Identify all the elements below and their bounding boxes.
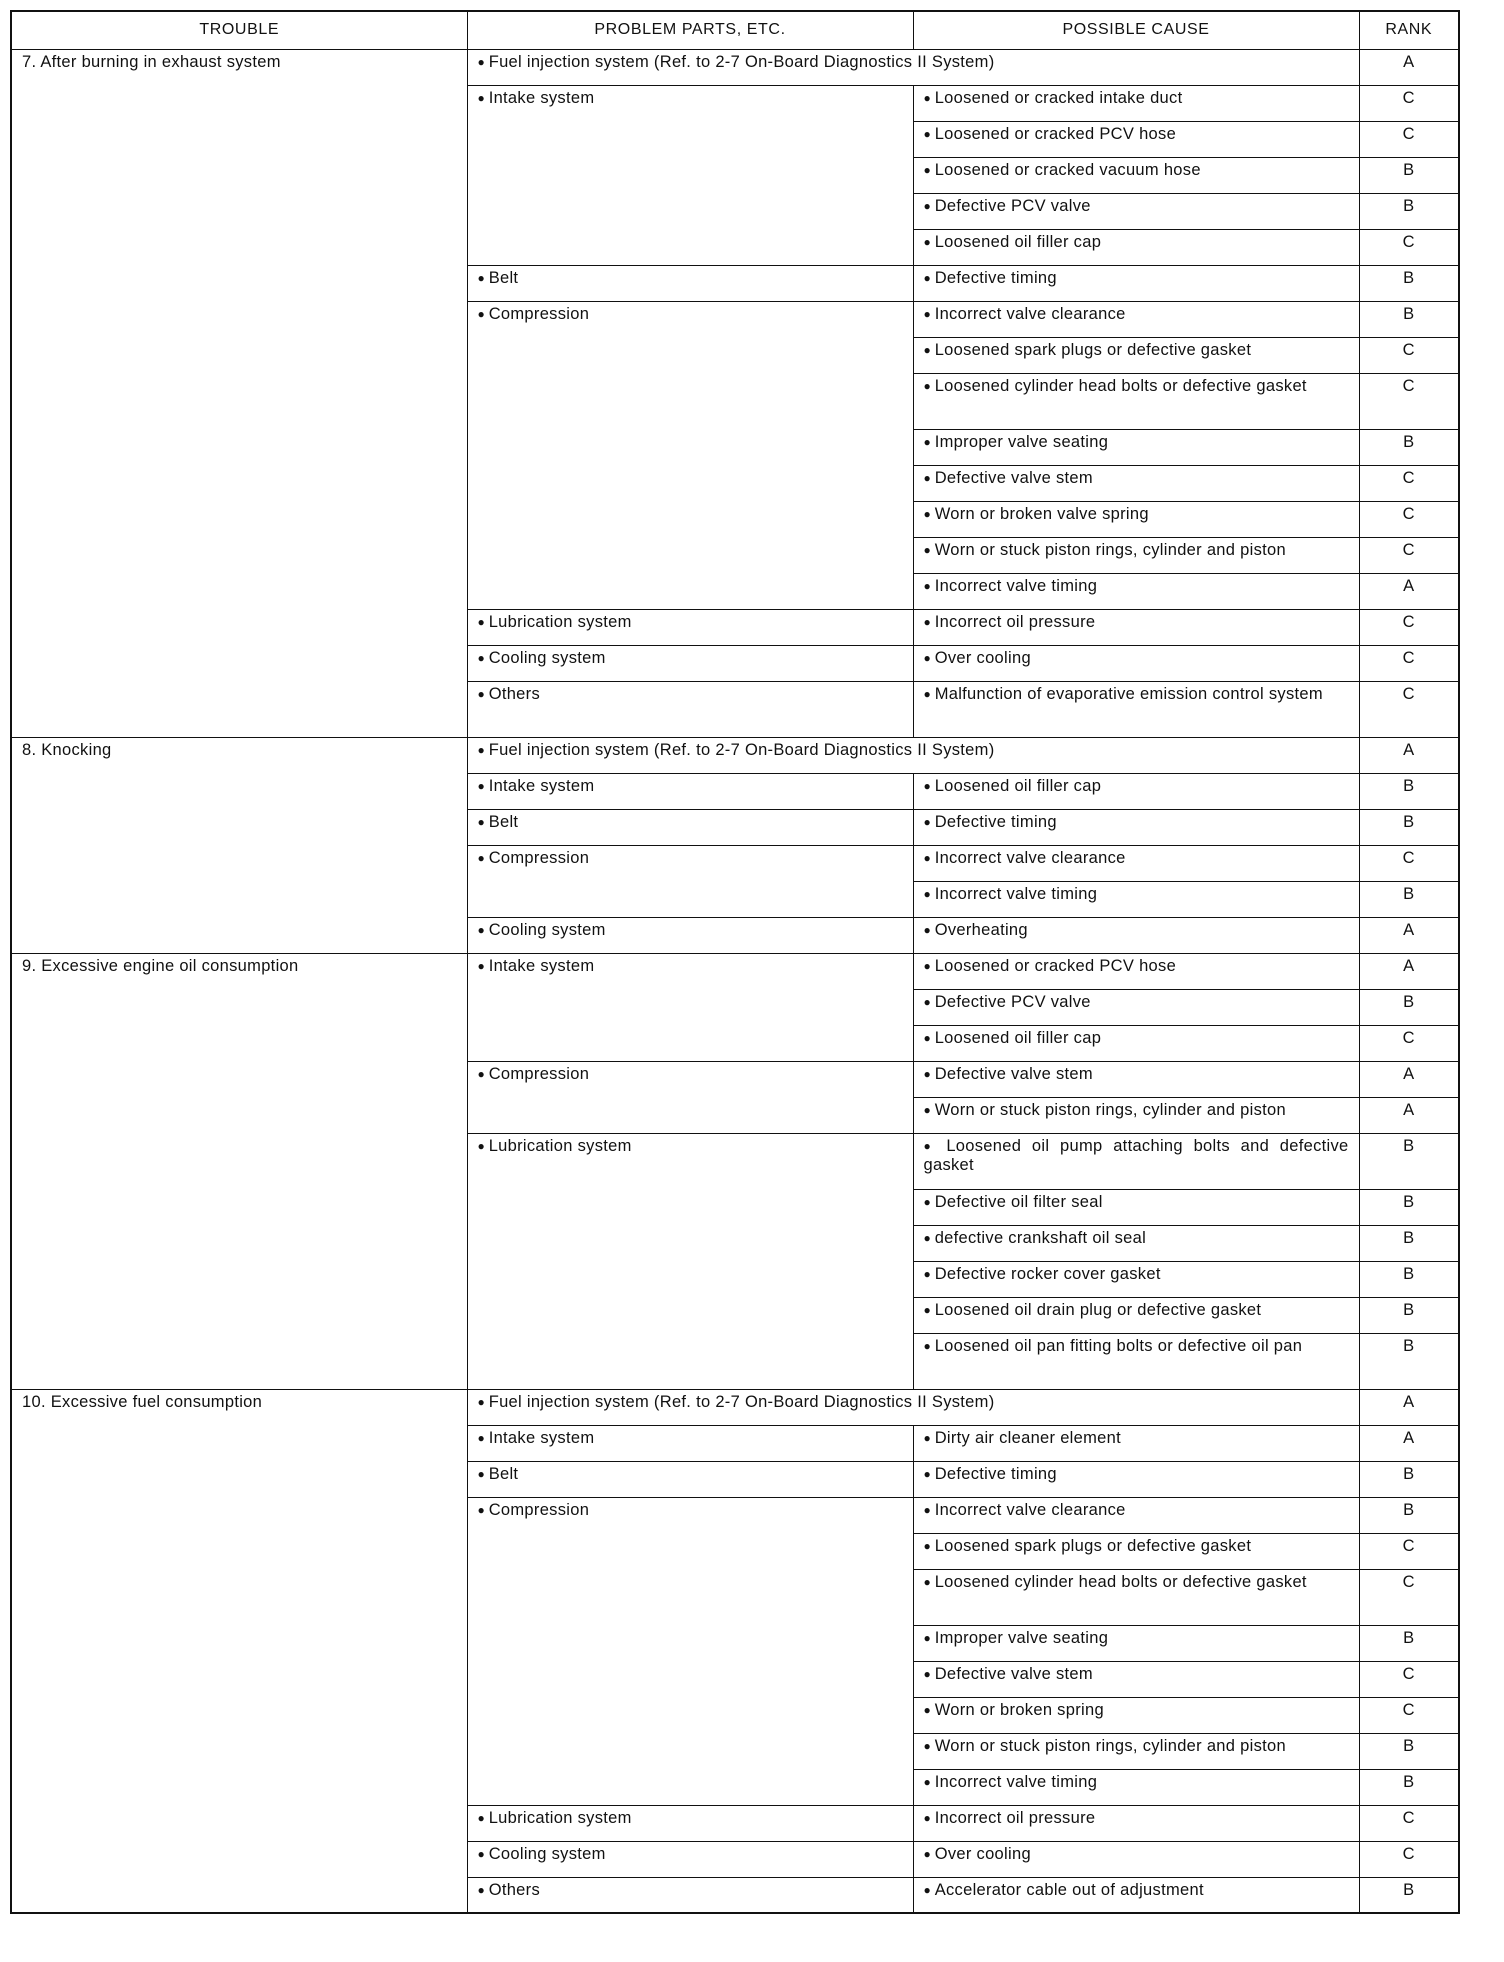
- possible-cause-label: ● Improper valve seating: [924, 1629, 1109, 1647]
- possible-cause-cell: [913, 917, 1359, 953]
- possible-cause-label: ● Loosened oil filler cap: [924, 777, 1102, 795]
- header-problem-parts: PROBLEM PARTS, ETC.: [467, 11, 913, 49]
- problem-part-label: ● Fuel injection system (Ref. to 2-7 On-Board Diagnostics II System): [478, 741, 995, 759]
- possible-cause-label: ● Defective valve stem: [924, 1665, 1093, 1683]
- problem-part-label: ● Others: [478, 685, 541, 703]
- possible-cause-cell: [913, 1877, 1359, 1913]
- problem-part-label: ● Fuel injection system (Ref. to 2-7 On-Board Diagnostics II System): [478, 53, 995, 71]
- rank-cell: A: [1359, 573, 1459, 609]
- possible-cause-label: ● Worn or stuck piston rings, cylinder and piston: [924, 541, 1286, 559]
- rank-cell: C: [1359, 373, 1459, 429]
- possible-cause-label: ● Incorrect valve clearance: [924, 1501, 1126, 1519]
- problem-part-cell: [467, 1841, 913, 1877]
- rank-cell: B: [1359, 1225, 1459, 1261]
- possible-cause-label: ● Loosened oil pump attaching bolts and defective gasket: [924, 1137, 1349, 1174]
- troubleshooting-sheet: [10, 10, 1460, 1914]
- possible-cause-label: ● Accelerator cable out of adjustment: [924, 1881, 1204, 1899]
- problem-part-label: ● Lubrication system: [478, 1137, 632, 1155]
- problem-part-label: ● Fuel injection system (Ref. to 2-7 On-Board Diagnostics II System): [478, 1393, 995, 1411]
- problem-part-cell: [467, 645, 913, 681]
- problem-part-cell: [467, 1497, 913, 1805]
- rank-cell: C: [1359, 337, 1459, 373]
- problem-part-cell: [467, 1877, 913, 1913]
- problem-part-label: ● Others: [478, 1881, 541, 1899]
- problem-part-label: ● Intake system: [478, 89, 595, 107]
- possible-cause-cell: [913, 157, 1359, 193]
- possible-cause-label: ● Loosened spark plugs or defective gasket: [924, 341, 1252, 359]
- possible-cause-label: ● Incorrect valve timing: [924, 885, 1098, 903]
- problem-part-cell: [467, 49, 1359, 85]
- possible-cause-cell: [913, 1225, 1359, 1261]
- possible-cause-cell: [913, 429, 1359, 465]
- trouble-cell: 7. After burning in exhaust system: [11, 49, 467, 737]
- rank-cell: A: [1359, 953, 1459, 989]
- possible-cause-cell: [913, 1025, 1359, 1061]
- possible-cause-label: ● Loosened or cracked vacuum hose: [924, 161, 1201, 179]
- possible-cause-cell: [913, 537, 1359, 573]
- possible-cause-cell: [913, 845, 1359, 881]
- problem-part-cell: [467, 301, 913, 609]
- problem-part-label: ● Belt: [478, 813, 519, 831]
- table-header-row: [11, 11, 1459, 49]
- table-row: [11, 1389, 1459, 1425]
- rank-cell: A: [1359, 1061, 1459, 1097]
- possible-cause-cell: [913, 1697, 1359, 1733]
- possible-cause-label: ● Incorrect oil pressure: [924, 1809, 1096, 1827]
- rank-cell: C: [1359, 501, 1459, 537]
- problem-part-label: ● Compression: [478, 1501, 590, 1519]
- possible-cause-cell: [913, 121, 1359, 157]
- rank-cell: C: [1359, 1805, 1459, 1841]
- possible-cause-cell: [913, 1625, 1359, 1661]
- possible-cause-label: ● Incorrect valve clearance: [924, 305, 1126, 323]
- rank-cell: A: [1359, 1425, 1459, 1461]
- possible-cause-label: ● Loosened oil filler cap: [924, 1029, 1102, 1047]
- rank-cell: A: [1359, 49, 1459, 85]
- possible-cause-label: ● Overheating: [924, 921, 1028, 939]
- rank-cell: C: [1359, 1533, 1459, 1569]
- problem-part-cell: [467, 265, 913, 301]
- possible-cause-cell: [913, 1533, 1359, 1569]
- table-row: [11, 953, 1459, 989]
- possible-cause-cell: [913, 337, 1359, 373]
- possible-cause-cell: [913, 1461, 1359, 1497]
- problem-part-cell: [467, 845, 913, 917]
- rank-cell: B: [1359, 1769, 1459, 1805]
- rank-cell: C: [1359, 121, 1459, 157]
- rank-cell: C: [1359, 1025, 1459, 1061]
- problem-part-label: ● Compression: [478, 305, 590, 323]
- possible-cause-cell: [913, 229, 1359, 265]
- problem-part-label: ● Cooling system: [478, 921, 606, 939]
- possible-cause-cell: [913, 85, 1359, 121]
- rank-cell: B: [1359, 193, 1459, 229]
- problem-part-label: ● Intake system: [478, 777, 595, 795]
- problem-part-cell: [467, 1389, 1359, 1425]
- possible-cause-label: ● defective crankshaft oil seal: [924, 1229, 1147, 1247]
- rank-cell: B: [1359, 1261, 1459, 1297]
- problem-part-cell: [467, 953, 913, 1061]
- possible-cause-cell: [913, 1061, 1359, 1097]
- possible-cause-cell: [913, 1133, 1359, 1189]
- trouble-cell: 10. Excessive fuel consumption: [11, 1389, 467, 1913]
- problem-part-cell: [467, 609, 913, 645]
- possible-cause-cell: [913, 681, 1359, 737]
- rank-cell: B: [1359, 1133, 1459, 1189]
- problem-part-cell: [467, 1425, 913, 1461]
- possible-cause-label: ● Loosened or cracked PCV hose: [924, 957, 1177, 975]
- possible-cause-label: ● Loosened spark plugs or defective gasket: [924, 1537, 1252, 1555]
- rank-cell: B: [1359, 773, 1459, 809]
- problem-part-cell: [467, 737, 1359, 773]
- possible-cause-label: ● Loosened oil drain plug or defective gasket: [924, 1301, 1262, 1319]
- rank-cell: A: [1359, 917, 1459, 953]
- possible-cause-cell: [913, 773, 1359, 809]
- header-possible-cause: POSSIBLE CAUSE: [913, 11, 1359, 49]
- possible-cause-cell: [913, 573, 1359, 609]
- possible-cause-label: ● Malfunction of evaporative emission control system: [924, 685, 1323, 703]
- possible-cause-cell: [913, 1333, 1359, 1389]
- problem-part-label: ● Compression: [478, 1065, 590, 1083]
- rank-cell: C: [1359, 645, 1459, 681]
- rank-cell: B: [1359, 157, 1459, 193]
- rank-cell: C: [1359, 1697, 1459, 1733]
- possible-cause-cell: [913, 809, 1359, 845]
- table-row: [11, 737, 1459, 773]
- problem-part-label: ● Cooling system: [478, 1845, 606, 1863]
- rank-cell: B: [1359, 1333, 1459, 1389]
- possible-cause-cell: [913, 1661, 1359, 1697]
- possible-cause-cell: [913, 1297, 1359, 1333]
- possible-cause-cell: [913, 193, 1359, 229]
- possible-cause-label: ● Loosened oil filler cap: [924, 233, 1102, 251]
- rank-cell: B: [1359, 1625, 1459, 1661]
- problem-part-cell: [467, 809, 913, 845]
- rank-cell: B: [1359, 809, 1459, 845]
- possible-cause-label: ● Incorrect valve timing: [924, 1773, 1098, 1791]
- rank-cell: B: [1359, 1189, 1459, 1225]
- rank-cell: A: [1359, 1389, 1459, 1425]
- possible-cause-label: ● Defective rocker cover gasket: [924, 1265, 1161, 1283]
- rank-cell: B: [1359, 1461, 1459, 1497]
- rank-cell: C: [1359, 1841, 1459, 1877]
- rank-cell: C: [1359, 845, 1459, 881]
- rank-cell: C: [1359, 85, 1459, 121]
- possible-cause-cell: [913, 1189, 1359, 1225]
- possible-cause-label: ● Loosened or cracked intake duct: [924, 89, 1183, 107]
- problem-part-label: ● Compression: [478, 849, 590, 867]
- possible-cause-label: ● Over cooling: [924, 649, 1031, 667]
- problem-part-cell: [467, 1805, 913, 1841]
- possible-cause-cell: [913, 1261, 1359, 1297]
- possible-cause-cell: [913, 953, 1359, 989]
- possible-cause-label: ● Dirty air cleaner element: [924, 1429, 1122, 1447]
- possible-cause-cell: [913, 1497, 1359, 1533]
- rank-cell: C: [1359, 681, 1459, 737]
- troubleshooting-table: [10, 10, 1460, 1914]
- rank-cell: C: [1359, 1661, 1459, 1697]
- trouble-cell: 8. Knocking: [11, 737, 467, 953]
- problem-part-label: ● Belt: [478, 1465, 519, 1483]
- possible-cause-label: ● Defective valve stem: [924, 469, 1093, 487]
- possible-cause-label: ● Loosened oil pan fitting bolts or defective oil pan: [924, 1337, 1303, 1355]
- possible-cause-cell: [913, 1425, 1359, 1461]
- rank-cell: A: [1359, 1097, 1459, 1133]
- problem-part-label: ● Lubrication system: [478, 1809, 632, 1827]
- possible-cause-label: ● Defective timing: [924, 813, 1057, 831]
- rank-cell: C: [1359, 229, 1459, 265]
- problem-part-cell: [467, 1061, 913, 1133]
- possible-cause-cell: [913, 1569, 1359, 1625]
- rank-cell: B: [1359, 429, 1459, 465]
- possible-cause-label: ● Defective timing: [924, 1465, 1057, 1483]
- possible-cause-cell: [913, 645, 1359, 681]
- possible-cause-label: ● Incorrect valve timing: [924, 577, 1098, 595]
- possible-cause-label: ● Incorrect valve clearance: [924, 849, 1126, 867]
- possible-cause-cell: [913, 1841, 1359, 1877]
- problem-part-label: ● Lubrication system: [478, 613, 632, 631]
- possible-cause-cell: [913, 1097, 1359, 1133]
- possible-cause-cell: [913, 989, 1359, 1025]
- possible-cause-label: ● Loosened or cracked PCV hose: [924, 125, 1177, 143]
- possible-cause-label: ● Incorrect oil pressure: [924, 613, 1096, 631]
- problem-part-label: ● Cooling system: [478, 649, 606, 667]
- rank-cell: C: [1359, 465, 1459, 501]
- rank-cell: B: [1359, 1297, 1459, 1333]
- possible-cause-cell: [913, 301, 1359, 337]
- problem-part-label: ● Intake system: [478, 957, 595, 975]
- possible-cause-label: ● Worn or stuck piston rings, cylinder and piston: [924, 1737, 1286, 1755]
- possible-cause-cell: [913, 1805, 1359, 1841]
- possible-cause-label: ● Worn or broken valve spring: [924, 505, 1149, 523]
- rank-cell: B: [1359, 1497, 1459, 1533]
- possible-cause-label: ● Defective valve stem: [924, 1065, 1093, 1083]
- problem-part-cell: [467, 917, 913, 953]
- possible-cause-label: ● Improper valve seating: [924, 433, 1109, 451]
- rank-cell: B: [1359, 1877, 1459, 1913]
- possible-cause-label: ● Over cooling: [924, 1845, 1031, 1863]
- possible-cause-cell: [913, 373, 1359, 429]
- possible-cause-cell: [913, 609, 1359, 645]
- possible-cause-label: ● Loosened cylinder head bolts or defective gasket: [924, 1573, 1307, 1591]
- possible-cause-label: ● Worn or broken spring: [924, 1701, 1104, 1719]
- possible-cause-label: ● Defective timing: [924, 269, 1057, 287]
- header-rank: RANK: [1359, 11, 1459, 49]
- possible-cause-label: ● Worn or stuck piston rings, cylinder and piston: [924, 1101, 1286, 1119]
- table-row: [11, 49, 1459, 85]
- rank-cell: C: [1359, 1569, 1459, 1625]
- rank-cell: A: [1359, 737, 1459, 773]
- rank-cell: B: [1359, 265, 1459, 301]
- rank-cell: B: [1359, 1733, 1459, 1769]
- possible-cause-label: ● Loosened cylinder head bolts or defective gasket: [924, 377, 1307, 395]
- table-body: [11, 49, 1459, 1913]
- rank-cell: B: [1359, 989, 1459, 1025]
- problem-part-cell: [467, 1461, 913, 1497]
- problem-part-cell: [467, 681, 913, 737]
- problem-part-label: ● Intake system: [478, 1429, 595, 1447]
- possible-cause-cell: [913, 1733, 1359, 1769]
- rank-cell: C: [1359, 609, 1459, 645]
- possible-cause-cell: [913, 881, 1359, 917]
- problem-part-label: ● Belt: [478, 269, 519, 287]
- possible-cause-cell: [913, 465, 1359, 501]
- rank-cell: C: [1359, 537, 1459, 573]
- rank-cell: B: [1359, 301, 1459, 337]
- possible-cause-label: ● Defective PCV valve: [924, 197, 1091, 215]
- trouble-cell: 9. Excessive engine oil consumption: [11, 953, 467, 1389]
- possible-cause-label: ● Defective oil filter seal: [924, 1193, 1103, 1211]
- possible-cause-cell: [913, 501, 1359, 537]
- possible-cause-cell: [913, 1769, 1359, 1805]
- problem-part-cell: [467, 1133, 913, 1389]
- possible-cause-label: ● Defective PCV valve: [924, 993, 1091, 1011]
- header-trouble: TROUBLE: [11, 11, 467, 49]
- possible-cause-cell: [913, 265, 1359, 301]
- problem-part-cell: [467, 85, 913, 265]
- rank-cell: B: [1359, 881, 1459, 917]
- problem-part-cell: [467, 773, 913, 809]
